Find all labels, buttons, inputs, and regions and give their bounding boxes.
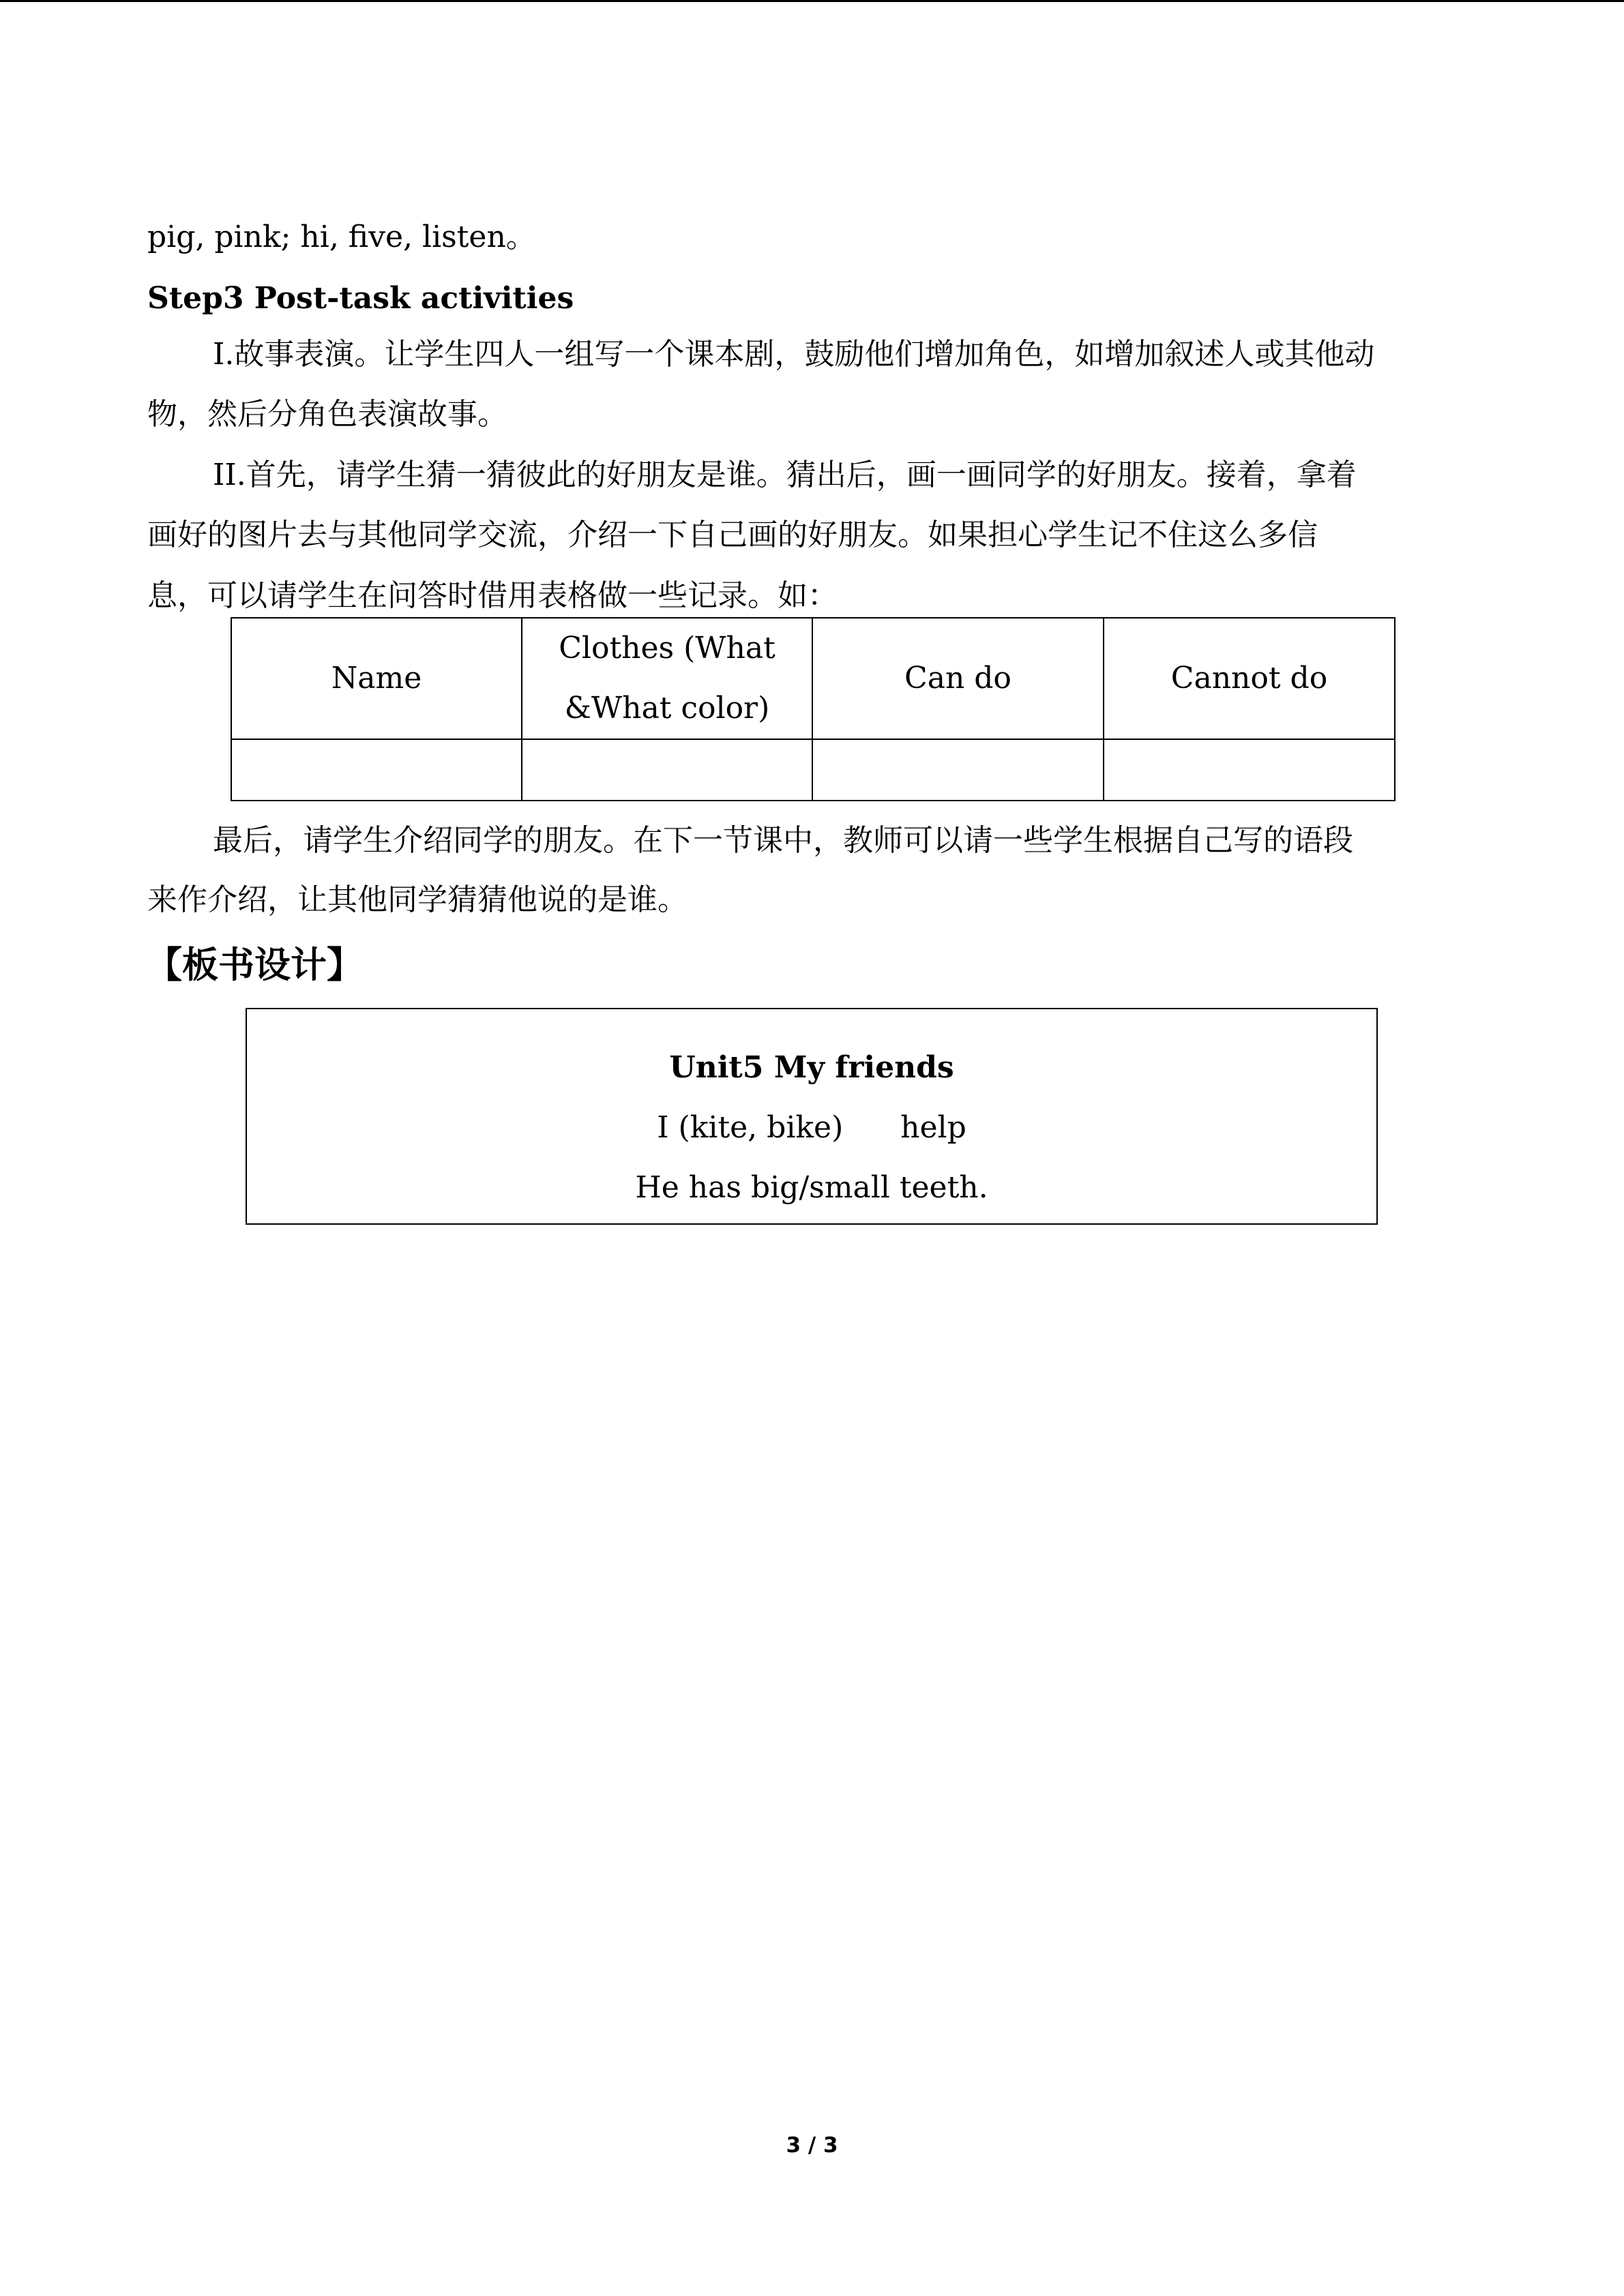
paragraph-line: 画好的图片去与其他同学交流，介绍一下自己画的好朋友。如果担心学生记不住这么多信 — [147, 518, 1318, 552]
table-header-cell: Cannot do — [1104, 618, 1395, 739]
board-line: I (kite, bike) help — [657, 1110, 966, 1145]
paragraph-line: 最后，请学生介绍同学的朋友。在下一节课中，教师可以请一些学生根据自己写的语段 — [213, 823, 1353, 858]
table-header-cell: Name — [231, 618, 522, 739]
paragraph-line: II.首先，请学生猜一猜彼此的好朋友是谁。猜出后，画一画同学的好朋友。接着，拿着 — [213, 458, 1357, 492]
board-title: Unit5 My friends — [669, 1050, 954, 1085]
step3-heading: Step3 Post-task activities — [147, 281, 574, 316]
record-table — [231, 617, 1396, 801]
board-line: He has big/small teeth. — [635, 1170, 988, 1205]
header-text-line: &What color) — [564, 691, 770, 726]
table-cell — [522, 739, 812, 801]
table-row — [231, 739, 1395, 801]
paragraph-line: 物，然后分角色表演故事。 — [147, 397, 507, 432]
table-header-cell: Can do — [812, 618, 1104, 739]
header-text-line: Clothes (What — [559, 631, 776, 666]
page-top-rule — [0, 0, 1624, 2]
table-header-cell — [522, 618, 812, 739]
table-header-row — [231, 618, 1395, 739]
paragraph-line: 来作介绍，让其他同学猜猜他说的是谁。 — [147, 882, 688, 917]
paragraph-line: I.故事表演。让学生四人一组写一个课本剧，鼓励他们增加角色，如增加叙述人或其他动 — [213, 337, 1375, 372]
table-cell — [812, 739, 1104, 801]
board-design-heading: 【板书设计】 — [146, 944, 363, 986]
board-design-box — [246, 1008, 1378, 1225]
paragraph-line: 息，可以请学生在问答时借用表格做一些记录。如： — [147, 578, 838, 613]
table-cell — [1104, 739, 1395, 801]
table-cell — [231, 739, 522, 801]
text-line: pig, pink; hi, five, listen。 — [147, 220, 536, 254]
page-number: 3 / 3 — [786, 2133, 838, 2158]
